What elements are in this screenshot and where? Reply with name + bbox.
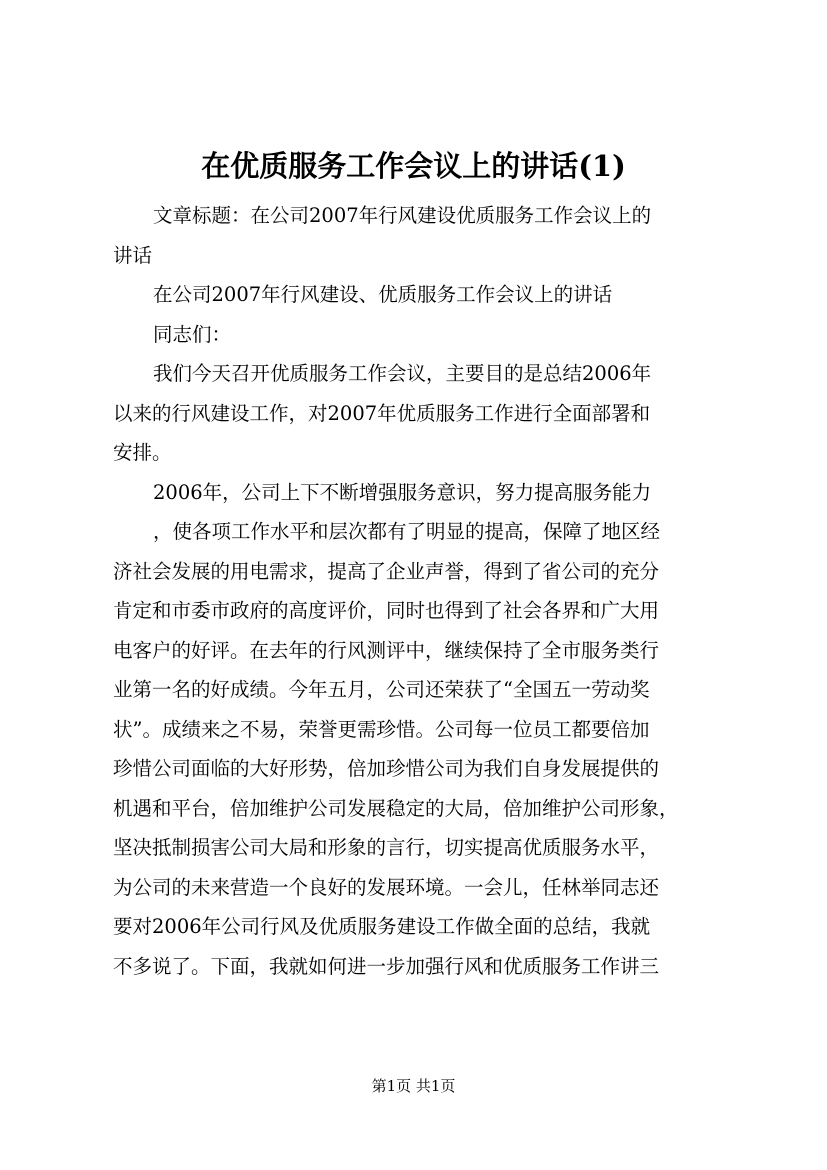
salutation: 同志们： [153,322,232,346]
paragraph-line: 电客户的好评。在去年的行风测评中，继续保持了全市服务类行 [113,638,660,662]
paragraph-line: 要对2006年公司行风及优质服务建设工作做全面的总结，我就 [113,915,651,938]
paragraph-line: 2006年，公司上下不断增强服务意识，努力提高服务能力 [153,480,652,504]
speech-heading: 在公司2007年行风建设、优质服务工作会议上的讲话 [153,283,613,306]
paragraph-line: ，使各项工作水平和层次都有了明显的提高，保障了地区经 [153,520,661,543]
paragraph-line: 我们今天召开优质服务工作会议，主要目的是总结2006年 [153,362,652,385]
paragraph-line: 珍惜公司面临的大好形势，倍加珍惜公司为我们自身发展提供的 [113,757,660,780]
article-title-line: 文章标题：在公司2007年行风建设优质服务工作会议上的 [153,204,652,227]
page-number-footer: 第1页 共1页 [371,1077,456,1095]
paragraph-line: 不多说了。下面，我就如何进一步加强行风和优质服务工作讲三 [113,954,660,978]
paragraph-line: 肯定和市委市政府的高度评价，同时也得到了社会各界和广大用 [113,599,660,622]
article-title-line-cont: 讲话 [113,243,153,267]
paragraph-line: 业第一名的好成绩。今年五月，公司还荣获了“全国五一劳动奖 [113,678,650,701]
paragraph-line: 济社会发展的用电需求，提高了企业声誉，得到了省公司的充分 [113,559,660,583]
paragraph-line: 以来的行风建设工作，对2007年优质服务工作进行全面部署和 [113,401,651,425]
paragraph-line: 状”。成绩来之不易，荣誉更需珍惜。公司每一位员工都要倍加 [113,717,650,741]
document-body [113,196,719,986]
paragraph-line: 坚决抵制损害公司大局和形象的言行，切实提高优质服务水平， [113,836,660,859]
paragraph-line: 安排。 [113,441,172,464]
paragraph-line: 为公司的未来营造一个良好的发展环境。一会儿，任林举同志还 [113,875,660,899]
paragraph-line: 机遇和平台，倍加维护公司发展稳定的大局，倍加维护公司形象， [113,796,679,820]
document-title: 在优质服务工作会议上的讲话(1) [201,149,626,183]
